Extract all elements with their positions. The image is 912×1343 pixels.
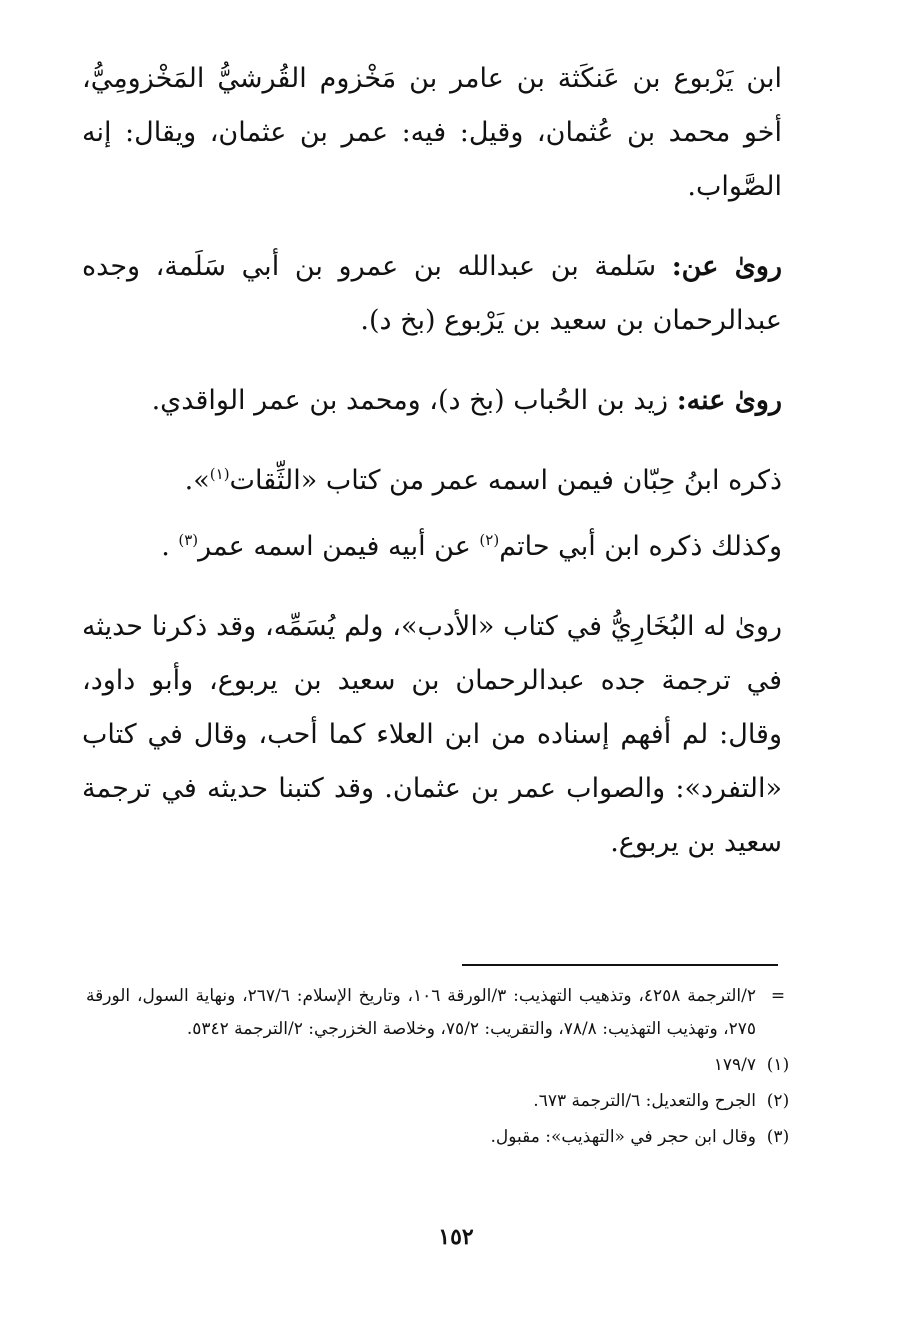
- footnote-number: (١): [766, 1055, 790, 1075]
- footnotes: [86, 980, 800, 1154]
- footnote-2: [86, 1085, 800, 1118]
- paragraph-narrated-by: روىٰ عنه: زيد بن الحُباب (بخ د)، ومحمد بن عمر الواقدي.: [151, 385, 782, 416]
- footnote-3: [86, 1121, 800, 1154]
- footnote-ref-1[interactable]: (١): [209, 465, 230, 483]
- lead-narrated-by: روىٰ عنه:: [676, 385, 782, 416]
- footnote-number: (٣): [766, 1127, 790, 1147]
- paragraph-narrated-from: روىٰ عن: سَلمة بن عبدالله بن عمرو بن أبي سَلَمة، وجده عبدالرحمان بن سعيد بن يَرْبوع (بخ د).: [82, 251, 782, 336]
- footnote-text: ١٧٩/٧: [713, 1055, 756, 1075]
- footnote-ref-3[interactable]: (٣): [178, 531, 199, 549]
- footnote-text: وقال ابن حجر في «التهذيب»: مقبول.: [490, 1127, 756, 1147]
- footnote-number: (٢): [766, 1091, 790, 1111]
- footnote-continuation: = ٢/الترجمة ٤٢٥٨، وتذهيب التهذيب: ٣/الورقة ١٠٦، وتاريخ الإسلام: ٢٦٧/٦، ونهاية السول، الورقة ٢٧٥، وتهذيب التهذيب: ٧٨/٨، والتقريب: ٧٥/٢، وخلاصة الخزرجي: ٢/الترجمة ٥٣٤٢.: [86, 980, 800, 1046]
- footnote-ref-2[interactable]: (٢): [479, 531, 500, 549]
- paragraph-ibn-hibban: ذكره ابنُ حِبّان فيمن اسمه عمر من كتاب «الثِّقات$^{(١)}$».: [184, 465, 782, 496]
- page-number: ١٥٢: [438, 1224, 474, 1250]
- main-text: [82, 52, 782, 870]
- footnote-divider: [462, 964, 778, 966]
- footnote-text: الجرح والتعديل: ٦/الترجمة ٦٧٣.: [533, 1091, 756, 1111]
- lead-narrated-from: روىٰ عن:: [671, 251, 782, 282]
- footnote-1: [86, 1049, 800, 1082]
- paragraph-ibn-abi-hatim: وكذلك ذكره ابن أبي حاتم$^{(٢)}$ عن أبيه فيمن اسمه عمر$^{(٣)}$ .: [161, 531, 782, 562]
- paragraph-biography: ابن يَرْبوع بن عَنكَثة بن عامر بن مَخْزوم القُرشيُّ المَخْزومِيُّ، أخو محمد بن عُثمان، وقيل: فيه: عمر بن عثمان، ويقال: إنه الصَّواب.: [82, 63, 782, 202]
- continuation-mark: =: [770, 986, 786, 1006]
- paragraph-narrated-for: روىٰ له البُخَارِيُّ في كتاب «الأدب»، ولم يُسَمِّه، وقد ذكرنا حديثه في ترجمة جده عبدالرحمان بن سعيد بن يربوع، وأبو داود، وقال: لم أفهم إسناده من ابن العلاء كما أحب، وقال في كتاب «التفرد»: والصواب عمر بن عثمان. وقد كتبنا حديثه في ترجمة سعيد بن يربوع.: [82, 611, 782, 858]
